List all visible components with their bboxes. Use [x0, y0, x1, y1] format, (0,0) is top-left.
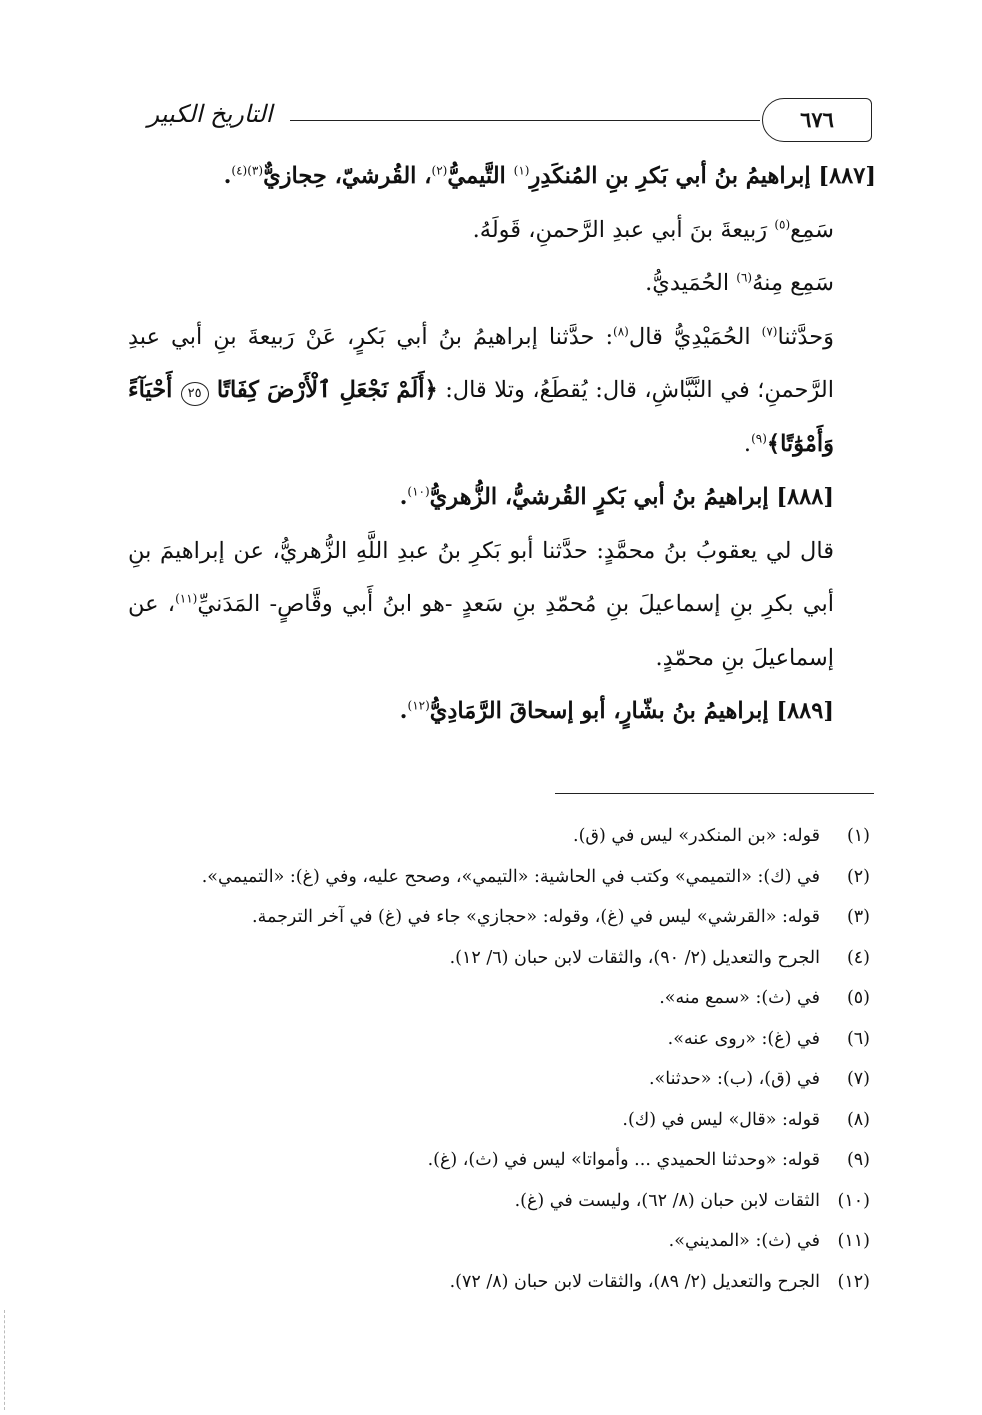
main-text: [128, 150, 876, 739]
footnote-separator: [555, 793, 874, 794]
paragraph: [128, 525, 876, 686]
footnote-number: (٨): [846, 1109, 870, 1130]
footnote-number: (٢): [846, 866, 870, 887]
footnote-number: (٤): [846, 947, 870, 968]
ayah-text: أَلَمْ نَجْعَلِ ٱلْأَرْضَ كِفَاتًا: [216, 377, 425, 403]
footnote: [128, 897, 870, 938]
footnote: [128, 1181, 870, 1222]
book-title: التاريخ الكبير: [147, 100, 273, 128]
body-text: ، عن إسماعيلَ بنِ محمّدٍ.: [128, 591, 834, 671]
footnote-number: (٧): [846, 1069, 870, 1089]
body-text: : حدَّثنا إبراهيمُ بنُ أبي بَكرٍ، عَنْ رَبيعةَ بنِ أبي عبدِ الرَّحمنِ؛ في النَّبَّاشِ، قال: يُقطَعُ، وتلا قال:: [128, 323, 834, 403]
heading-text: .: [223, 163, 232, 189]
body-text: سَمِع مِنهُ: [752, 270, 834, 296]
footnote-ref[interactable]: (٢): [431, 163, 448, 178]
ayah-bracket: ﴾: [766, 430, 781, 457]
body-text: .: [743, 430, 752, 457]
footnote-text: في (غ): «روى عنه».: [667, 1028, 820, 1049]
page-edge-mark: [4, 1310, 6, 1410]
footnote-text: قوله: «القرشي» ليس في (غ)، وقوله: «حجازي» جاء في (غ) في آخر الترجمة.: [252, 907, 820, 927]
footnote-ref[interactable]: (٥): [774, 217, 791, 231]
footnote-number: (٦): [846, 1028, 870, 1049]
entry-887-heading: [128, 150, 876, 204]
footnote: [128, 1059, 870, 1100]
footnote-text: في (ق)، (ب): «حدثنا».: [648, 1069, 820, 1089]
page-number: ٦٧٦: [762, 98, 872, 142]
footnote-ref[interactable]: (١): [513, 163, 530, 178]
footnote-number: (٩): [846, 1150, 870, 1170]
ayah-number-marker: ٢٥: [181, 382, 209, 406]
entry-888-heading: [128, 471, 876, 525]
footnote-number: (٣): [846, 907, 870, 927]
footnote: [128, 978, 870, 1019]
footnote-text: قوله: «بن المنكدر» ليس في (ق).: [573, 826, 820, 846]
footnote-ref[interactable]: (١٢): [407, 698, 430, 713]
footnote: [128, 1100, 870, 1141]
footnotes: [128, 816, 870, 1302]
footnote-text: الثقات لابن حبان (٨/ ٦٢)، وليست في (غ).: [514, 1190, 820, 1211]
body-text: الحُمَيديُّ.: [645, 270, 737, 296]
footnote: [128, 1140, 870, 1181]
footnote-ref[interactable]: (٦): [736, 270, 753, 285]
page-header: [130, 96, 872, 146]
paragraph: [128, 311, 876, 472]
footnote-text: في (ك): «التميمي» وكتب في الحاشية: «التيمي»، وصحح عليه، وفي (غ): «التميمي».: [201, 866, 820, 887]
footnote-text: قوله: «وحدثنا الحميدي ... وأمواتا» ليس في (ث)، (غ).: [427, 1150, 820, 1170]
heading-text: التَّيميُّ: [447, 163, 514, 189]
body-text: رَبيعةَ بنَ أبي عبدِ الرَّحمنِ، قَولَهُ.: [472, 216, 775, 243]
heading-text: [٨٨٩] إبراهيمُ بنُ بشّارٍ، أبو إسحاقَ الرَّمَادِيُّ: [429, 698, 834, 724]
footnote-ref[interactable]: (١١): [175, 591, 198, 606]
body-text: قال لي يعقوبُ بنُ محمَّدٍ: حدَّثنا أبو بَكرِ بنُ عبدِ اللَّهِ الزُّهريُّ، عن إبراهيمَ بنِ أبي بكرِ بنِ إسماعيلَ بنِ مُحمّدِ بنِ سَعدٍ -هو ابنُ أَبي وقَّاصٍ- المَدَنيِّ: [128, 537, 835, 617]
entry-889-heading: [128, 685, 876, 739]
heading-text: [٨٨٨] إبراهيمُ بنُ أبي بَكرٍ القُرشيُّ، الزُّهريُّ: [429, 484, 834, 510]
footnote-number: (١١): [837, 1231, 870, 1251]
footnote-text: في (ث): «سمع منه».: [659, 988, 820, 1008]
paragraph: [128, 257, 876, 311]
body-text: سَمِع: [790, 216, 834, 243]
footnote-number: (١): [846, 826, 870, 846]
ayah-bracket: ﴿: [424, 377, 438, 403]
header-rule: [290, 120, 760, 121]
footnote-ref[interactable]: (٩): [751, 431, 767, 445]
footnote-number: (٥): [846, 988, 870, 1008]
footnote-text: قوله: «قال» ليس في (ك).: [622, 1109, 820, 1130]
heading-text: .: [399, 484, 408, 510]
heading-text: ، القُرشيّ، حِجازيٌّ: [263, 163, 432, 189]
ayah-text: أَحْيَآءً وَأَمْوَٰتًا: [128, 377, 834, 457]
footnote-text: الجرح والتعديل (٢/ ٨٩)، والثقات لابن حبان (٨/ ٧٢).: [449, 1271, 820, 1292]
footnote-ref[interactable]: (٣)(٤): [231, 163, 264, 178]
heading-text: [٨٨٧] إبراهيمُ بنُ أبي بَكرِ بنِ المُنكَدِرِ: [529, 163, 876, 189]
footnote: [128, 1262, 870, 1303]
footnote: [128, 938, 870, 979]
footnote-text: في (ث): «المديني».: [668, 1231, 820, 1251]
footnote-number: (١٢): [837, 1271, 870, 1292]
footnote-text: الجرح والتعديل (٢/ ٩٠)، والثقات لابن حبان (٦/ ١٢).: [449, 947, 820, 968]
body-text: وَحدَّثنا: [777, 323, 834, 350]
footnote-ref[interactable]: (٧): [761, 324, 778, 338]
footnote: [128, 857, 870, 898]
footnote-ref[interactable]: (٨): [613, 324, 629, 338]
heading-text: .: [399, 698, 408, 724]
paragraph: [128, 204, 876, 258]
footnote-ref[interactable]: (١٠): [407, 484, 430, 499]
footnote-number: (١٠): [837, 1190, 870, 1211]
footnote: [128, 1019, 870, 1060]
footnote: [128, 816, 870, 857]
footnote: [128, 1221, 870, 1262]
body-text: الحُمَيْدِيُّ قال: [628, 323, 762, 350]
